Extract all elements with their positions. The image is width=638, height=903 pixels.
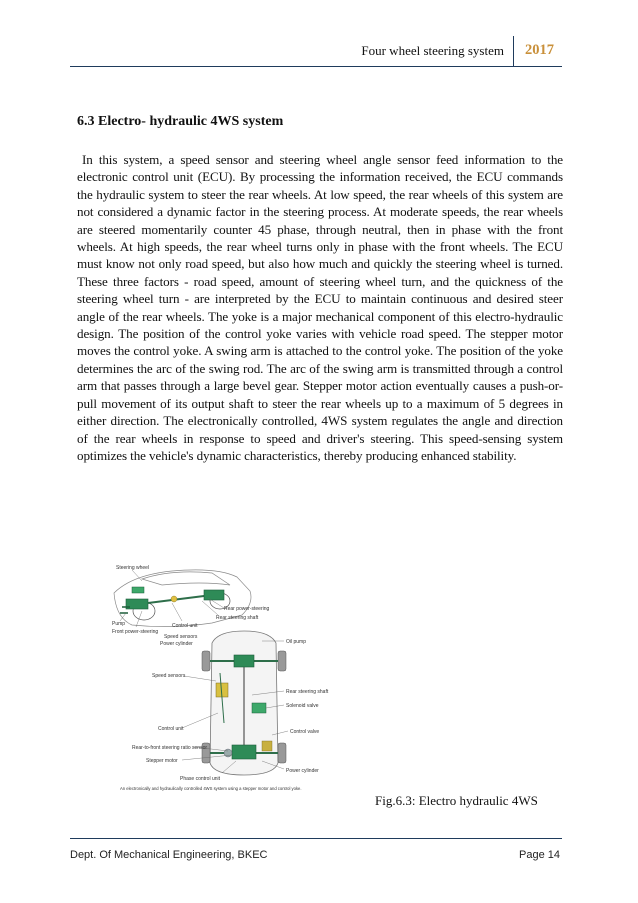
label-pump: Pump	[112, 621, 126, 627]
page-footer	[70, 838, 562, 861]
footer-page-number: Page 14	[519, 849, 560, 861]
label-speed-sensors-left: Speed sensors	[152, 673, 186, 679]
section-heading: 6.3 Electro- hydraulic 4WS system	[77, 114, 284, 129]
label-steering-wheel: Steering wheel	[116, 565, 150, 571]
label-control-unit-top: Control unit	[172, 623, 198, 629]
header-title: Four wheel steering system	[361, 43, 504, 58]
label-rear-steering-shaft: Rear steering shaft	[286, 689, 329, 695]
label-phase-control-unit: Phase control unit	[180, 776, 221, 782]
label-stepper-motor: Stepper motor	[146, 758, 178, 764]
page-header	[70, 36, 562, 67]
figure-caption: Fig.6.3: Electro hydraulic 4WS	[375, 793, 538, 808]
label-power-cylinder-top: Power cylinder	[160, 641, 193, 647]
header-year: 2017	[525, 42, 554, 58]
label-oil-pump: Oil pump	[286, 639, 307, 645]
4ws-figure	[112, 563, 367, 805]
label-rear-power-steering: Rear power-steering	[224, 606, 270, 612]
footer-department: Dept. Of Mechanical Engineering, BKEC	[70, 849, 268, 861]
label-rear-steering-shaft-top: Rear steering shaft	[216, 615, 259, 621]
chassis-plan	[202, 631, 286, 775]
figure-note: An electronically and hydraulically controlled 4WS system using a stepper motor and control yoke.	[120, 786, 302, 791]
header-divider	[513, 36, 515, 66]
label-ratio-sensor: Rear-to-front steering ratio sensor	[132, 745, 208, 751]
label-front-power-steering: Front power-steering	[112, 629, 159, 635]
section-body	[77, 151, 563, 464]
steering-components	[120, 587, 224, 613]
label-speed-sensors: Speed sensors	[164, 634, 198, 640]
label-power-cylinder: Power cylinder	[286, 768, 319, 774]
label-control-unit: Control unit	[158, 726, 184, 732]
label-control-valve: Control valve	[290, 729, 320, 735]
body-paragraph: In this system, a speed sensor and steering wheel angle sensor feed information to the electronic control unit (ECU). By processing the information received, the ECU commands the hydraulic system to steer the rear wheels. At low speed, the rear wheels of this system are not considered a dynamic factor in the steering process. At moderate speeds, the rear wheels are steered momentarily counter 45 phase, through neutral, then in phase with the front wheels. At high speeds, the rear wheel turns only in phase with the front wheels. The ECU must know not only road speed, but also how much and quickly the steering wheel is turned. These three factors - road speed, amount of steering wheel turn, and the quickness of the steering wheel turn - are interpreted by the ECU to maintain continuous and desired steer angle of the rear wheels. The yoke is a major mechanical component of this electro-hydraulic design. The position of the control yoke varies with vehicle road speed. The stepper motor moves the control yoke. A swing arm is attached to the control yoke. The position of the yoke determines the arc of the swing rod. The arc of the swing arm is transmitted through a control arm that passes through a large bevel gear. Stepper motor action eventually causes a push-or-pull movement of its output shaft to steer the rear wheels up to a maximum of 5 degrees in either direction. The electronically controlled, 4WS system regulates the angle and direction of the rear wheels in response to speed and driver's steering. This speed-sensing system optimizes the vehicle's dynamic characteristics, thereby producing enhanced stability.	[77, 152, 563, 463]
label-solenoid-valve: Solenoid valve	[286, 703, 319, 709]
